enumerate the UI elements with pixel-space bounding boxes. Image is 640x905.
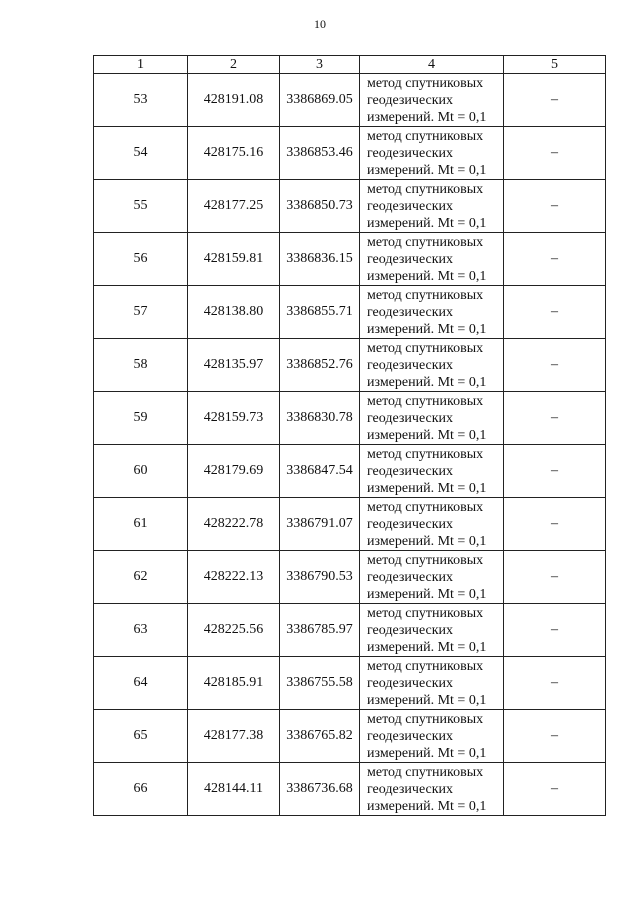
note: – [504,445,606,498]
method-description [360,763,504,816]
note: – [504,551,606,604]
coordinate-y: 3386790.53 [280,551,360,604]
method-line: метод спутниковых [367,340,484,356]
method-line: измерений. Mt = 0,1 [367,268,487,284]
coordinate-x: 428138.80 [188,286,280,339]
note: – [504,180,606,233]
method-line: геодезических [367,251,454,267]
coordinate-y: 3386869.05 [280,74,360,127]
table-row [94,180,606,233]
method-line: метод спутниковых [367,552,484,568]
method-line: измерений. Mt = 0,1 [367,109,487,125]
method-line: метод спутниковых [367,181,484,197]
method-line: измерений. Mt = 0,1 [367,533,487,549]
note: – [504,74,606,127]
coordinate-y: 3386785.97 [280,604,360,657]
method-line: геодезических [367,516,454,532]
table-row [94,604,606,657]
method-line: измерений. Mt = 0,1 [367,692,487,708]
method-line: геодезических [367,357,454,373]
coordinate-x: 428159.73 [188,392,280,445]
method-line: измерений. Mt = 0,1 [367,427,487,443]
note: – [504,392,606,445]
method-description [360,392,504,445]
note: – [504,498,606,551]
method-line: геодезических [367,145,454,161]
point-number: 58 [94,339,188,392]
coordinate-x: 428225.56 [188,604,280,657]
table-row [94,233,606,286]
header-col-4: 4 [360,56,504,74]
method-description [360,286,504,339]
note: – [504,233,606,286]
method-line: измерений. Mt = 0,1 [367,480,487,496]
point-number: 65 [94,710,188,763]
coordinate-y: 3386836.15 [280,233,360,286]
method-description [360,180,504,233]
method-line: измерений. Mt = 0,1 [367,374,487,390]
method-description [360,445,504,498]
method-line: геодезических [367,198,454,214]
coordinate-y: 3386765.82 [280,710,360,763]
method-line: метод спутниковых [367,128,484,144]
table-row [94,551,606,604]
coordinate-y: 3386850.73 [280,180,360,233]
table-row [94,710,606,763]
coordinate-x: 428135.97 [188,339,280,392]
coordinate-y: 3386855.71 [280,286,360,339]
method-line: измерений. Mt = 0,1 [367,162,487,178]
point-number: 57 [94,286,188,339]
method-line: измерений. Mt = 0,1 [367,215,487,231]
coordinate-x: 428144.11 [188,763,280,816]
method-line: метод спутниковых [367,393,484,409]
method-description [360,339,504,392]
method-line: измерений. Mt = 0,1 [367,745,487,761]
point-number: 61 [94,498,188,551]
point-number: 59 [94,392,188,445]
method-line: геодезических [367,92,454,108]
note: – [504,763,606,816]
method-line: измерений. Mt = 0,1 [367,321,487,337]
point-number: 55 [94,180,188,233]
table-row [94,339,606,392]
table-row [94,127,606,180]
method-line: метод спутниковых [367,605,484,621]
coordinate-y: 3386791.07 [280,498,360,551]
method-line: измерений. Mt = 0,1 [367,639,487,655]
header-row [94,56,606,74]
table-row [94,392,606,445]
point-number: 62 [94,551,188,604]
method-line: метод спутниковых [367,658,484,674]
method-description [360,551,504,604]
table-row [94,763,606,816]
header-col-5: 5 [504,56,606,74]
method-description [360,233,504,286]
table-row [94,74,606,127]
point-number: 66 [94,763,188,816]
table-header [94,56,606,74]
page-number: 10 [314,17,326,31]
point-number: 53 [94,74,188,127]
header-col-1: 1 [94,56,188,74]
point-number: 54 [94,127,188,180]
method-line: метод спутниковых [367,764,484,780]
method-description [360,498,504,551]
method-line: измерений. Mt = 0,1 [367,586,487,602]
coordinate-x: 428222.78 [188,498,280,551]
coordinate-x: 428222.13 [188,551,280,604]
note: – [504,710,606,763]
method-line: метод спутниковых [367,711,484,727]
method-line: метод спутниковых [367,499,484,515]
coordinate-y: 3386736.68 [280,763,360,816]
table-row [94,498,606,551]
coordinate-y: 3386853.46 [280,127,360,180]
method-line: метод спутниковых [367,234,484,250]
method-line: метод спутниковых [367,446,484,462]
method-line: метод спутниковых [367,287,484,303]
point-number: 64 [94,657,188,710]
table-body [94,74,606,816]
coordinate-x: 428177.38 [188,710,280,763]
note: – [504,657,606,710]
coordinate-x: 428185.91 [188,657,280,710]
method-description [360,127,504,180]
method-description [360,710,504,763]
table-row [94,657,606,710]
point-number: 63 [94,604,188,657]
point-number: 60 [94,445,188,498]
method-line: геодезических [367,463,454,479]
method-line: геодезических [367,410,454,426]
coordinate-x: 428179.69 [188,445,280,498]
note: – [504,286,606,339]
method-line: геодезических [367,728,454,744]
header-col-3: 3 [280,56,360,74]
method-line: геодезических [367,781,454,797]
coordinate-y: 3386847.54 [280,445,360,498]
method-line: геодезических [367,569,454,585]
coordinate-y: 3386852.76 [280,339,360,392]
method-line: измерений. Mt = 0,1 [367,798,487,814]
method-description [360,604,504,657]
note: – [504,604,606,657]
coordinates-table [93,55,606,816]
coordinate-x: 428159.81 [188,233,280,286]
note: – [504,127,606,180]
point-number: 56 [94,233,188,286]
coordinate-x: 428191.08 [188,74,280,127]
method-line: геодезических [367,622,454,638]
method-line: метод спутниковых [367,75,484,91]
method-description [360,657,504,710]
coordinate-x: 428177.25 [188,180,280,233]
coordinate-y: 3386830.78 [280,392,360,445]
coordinate-x: 428175.16 [188,127,280,180]
method-description [360,74,504,127]
method-line: геодезических [367,675,454,691]
table-row [94,286,606,339]
header-col-2: 2 [188,56,280,74]
coordinate-y: 3386755.58 [280,657,360,710]
method-line: геодезических [367,304,454,320]
note: – [504,339,606,392]
table-row [94,445,606,498]
